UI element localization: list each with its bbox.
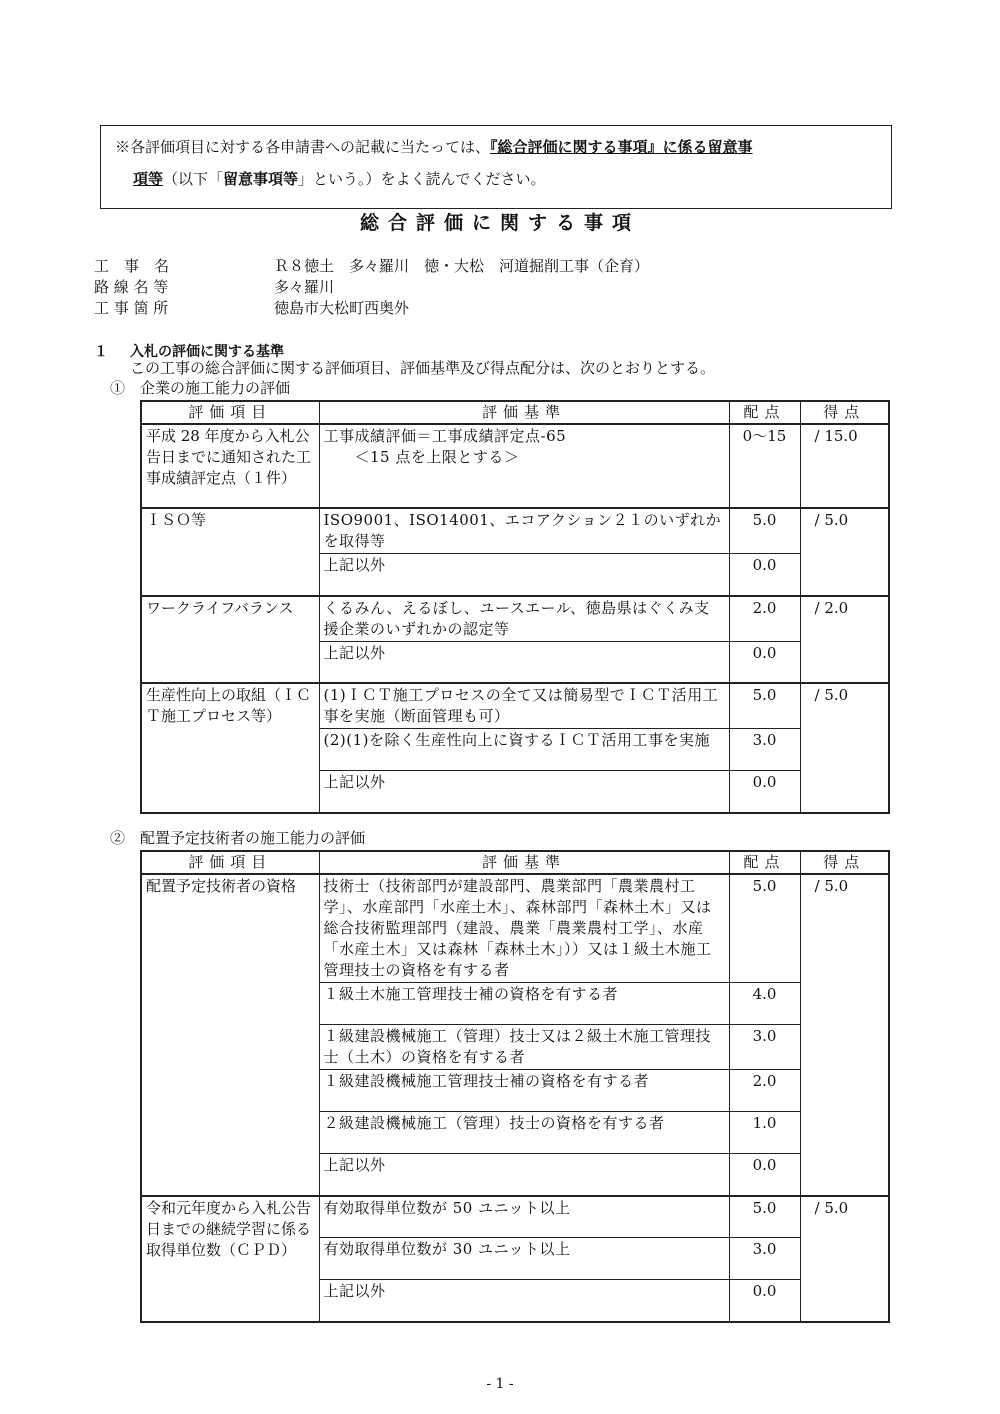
- evaluation-criteria: 上記以外: [319, 771, 729, 813]
- evaluation-item: ＩＳＯ等: [141, 508, 319, 596]
- header-item: 評価項目: [141, 851, 319, 874]
- evaluation-item: 生産性向上の取組（ＩＣＴ施工プロセス等）: [141, 683, 319, 813]
- evaluation-criteria: ２級建設機械施工（管理）技士の資格を有する者: [319, 1112, 729, 1154]
- points-value: 3.0: [729, 729, 800, 771]
- table1-title: ① 企業の施工能力の評価: [110, 379, 291, 397]
- evaluation-criteria: 上記以外: [319, 1154, 729, 1196]
- table-row: [141, 424, 889, 508]
- points-value: 0.0: [729, 554, 800, 596]
- points-value: 1.0: [729, 1112, 800, 1154]
- section-title: 入札の評価に関する基準: [130, 344, 284, 360]
- evaluation-item: 平成 28 年度から入札公告日までに通知された工事成績評定点（１件）: [141, 424, 319, 508]
- points-value: 2.0: [729, 596, 800, 642]
- evaluation-criteria: 有効取得単位数が 50 ユニット以上: [319, 1196, 729, 1238]
- evaluation-item: 令和元年度から入札公告日までの継続学習に係る取得単位数（ＣＰＤ）: [141, 1196, 319, 1322]
- info-row: [94, 298, 649, 319]
- score-value: / 2.0: [800, 596, 889, 684]
- table-row: [141, 683, 889, 729]
- evaluation-table-company: [140, 400, 890, 814]
- evaluation-criteria: (1)ＩＣＴ施工プロセスの全て又は簡易型でＩＣＴ活用工事を実施（断面管理も可）: [319, 683, 729, 729]
- points-value: 3.0: [729, 1025, 800, 1070]
- info-value: 多々羅川: [274, 278, 335, 296]
- intro-text: この工事の総合評価に関する評価項目、評価基準及び得点配分は、次のとおりとする。: [130, 359, 716, 377]
- evaluation-criteria: 上記以外: [319, 1280, 729, 1322]
- evaluation-criteria: くるみん、えるぼし、ユースエール、徳島県はぐくみ支援企業のいずれかの認定等: [319, 596, 729, 642]
- evaluation-criteria: (2)(1)を除く生産性向上に資するＩＣＴ活用工事を実施: [319, 729, 729, 771]
- table-header-row: [141, 401, 889, 424]
- notice-text: ※各評価項目に対する各申請書への記載に当たっては、: [115, 138, 491, 156]
- points-value: 0.0: [729, 641, 800, 683]
- notice-emphasis-cont: 項等: [133, 170, 164, 188]
- evaluation-item: ワークライフバランス: [141, 596, 319, 684]
- header-criteria: 評価基準: [319, 401, 729, 424]
- info-label: 工 事 箇 所: [94, 299, 169, 317]
- score-value: / 5.0: [800, 683, 889, 813]
- table-header-row: [141, 851, 889, 874]
- evaluation-table-engineer: [140, 850, 890, 1323]
- evaluation-criteria: ISO9001、ISO14001、エコアクション２１のいずれかを取得等: [319, 508, 729, 554]
- notice-box: [100, 125, 892, 209]
- evaluation-criteria: 工事成績評価＝工事成績評定点-65 ＜15 点を上限とする＞: [319, 424, 729, 508]
- score-value: / 5.0: [800, 508, 889, 596]
- points-value: 0.0: [729, 1280, 800, 1322]
- header-criteria: 評価基準: [319, 851, 729, 874]
- document-title: 総合評価に関する事項: [359, 212, 640, 234]
- points-value: 0.0: [729, 1154, 800, 1196]
- points-value: 0～15: [729, 424, 800, 508]
- notice-bold: 留意事項等: [223, 170, 299, 188]
- notice-text-2: （以下「: [163, 170, 224, 188]
- points-value: 4.0: [729, 983, 800, 1025]
- notice-text-3: 」という。）をよく読んでください。: [298, 170, 546, 188]
- table-row: [141, 596, 889, 642]
- points-value: 2.0: [729, 1070, 800, 1112]
- notice-line-2: [115, 168, 877, 190]
- points-value: 5.0: [729, 1196, 800, 1238]
- project-info: [94, 256, 649, 319]
- header-score: 得点: [800, 851, 889, 874]
- header-item: 評価項目: [141, 401, 319, 424]
- info-row: [94, 256, 649, 277]
- evaluation-criteria: １級建設機械施工管理技士補の資格を有する者: [319, 1070, 729, 1112]
- notice-line-1: [115, 136, 877, 168]
- score-value: / 5.0: [800, 874, 889, 1196]
- score-value: / 5.0: [800, 1196, 889, 1322]
- points-value: 5.0: [729, 683, 800, 729]
- header-points: 配点: [729, 851, 800, 874]
- table-row: [141, 508, 889, 554]
- points-value: 5.0: [729, 508, 800, 554]
- info-label: 工 事 名: [94, 257, 170, 275]
- info-value: 徳島市大松町西奥外: [274, 299, 410, 317]
- header-points: 配点: [729, 401, 800, 424]
- evaluation-criteria: 有効取得単位数が 30 ユニット以上: [319, 1238, 729, 1280]
- info-row: [94, 277, 649, 298]
- page-number: - 1 -: [486, 1376, 514, 1392]
- points-value: 5.0: [729, 874, 800, 983]
- evaluation-criteria: １級土木施工管理技士補の資格を有する者: [319, 983, 729, 1025]
- evaluation-item: 配置予定技術者の資格: [141, 874, 319, 1196]
- info-label: 路 線 名 等: [94, 278, 169, 296]
- table-row: [141, 874, 889, 983]
- notice-emphasis: 『総合評価に関する事項』に係る留意事: [490, 138, 753, 156]
- points-value: 0.0: [729, 771, 800, 813]
- info-value: Ｒ８徳土 多々羅川 徳・大松 河道掘削工事（企育）: [274, 257, 650, 275]
- evaluation-criteria: 技術士（技術部門が建設部門、農業部門「農業農村工学」、水産部門「水産土木」、森林部門「森林土木」又は総合技術監理部門（建設、農業「農業農村工学」、水産「水産土木」又は森林「森林土木」））又は１級土木施工管理技士の資格を有する者: [319, 874, 729, 983]
- table2-title: ② 配置予定技術者の施工能力の評価: [110, 829, 366, 847]
- section-number: １: [94, 344, 108, 360]
- table-row: [141, 1196, 889, 1238]
- points-value: 3.0: [729, 1238, 800, 1280]
- header-score: 得点: [800, 401, 889, 424]
- evaluation-criteria: 上記以外: [319, 554, 729, 596]
- score-value: / 15.0: [800, 424, 889, 508]
- evaluation-criteria: １級建設機械施工（管理）技士又は２級土木施工管理技士（土木）の資格を有する者: [319, 1025, 729, 1070]
- evaluation-criteria: 上記以外: [319, 641, 729, 683]
